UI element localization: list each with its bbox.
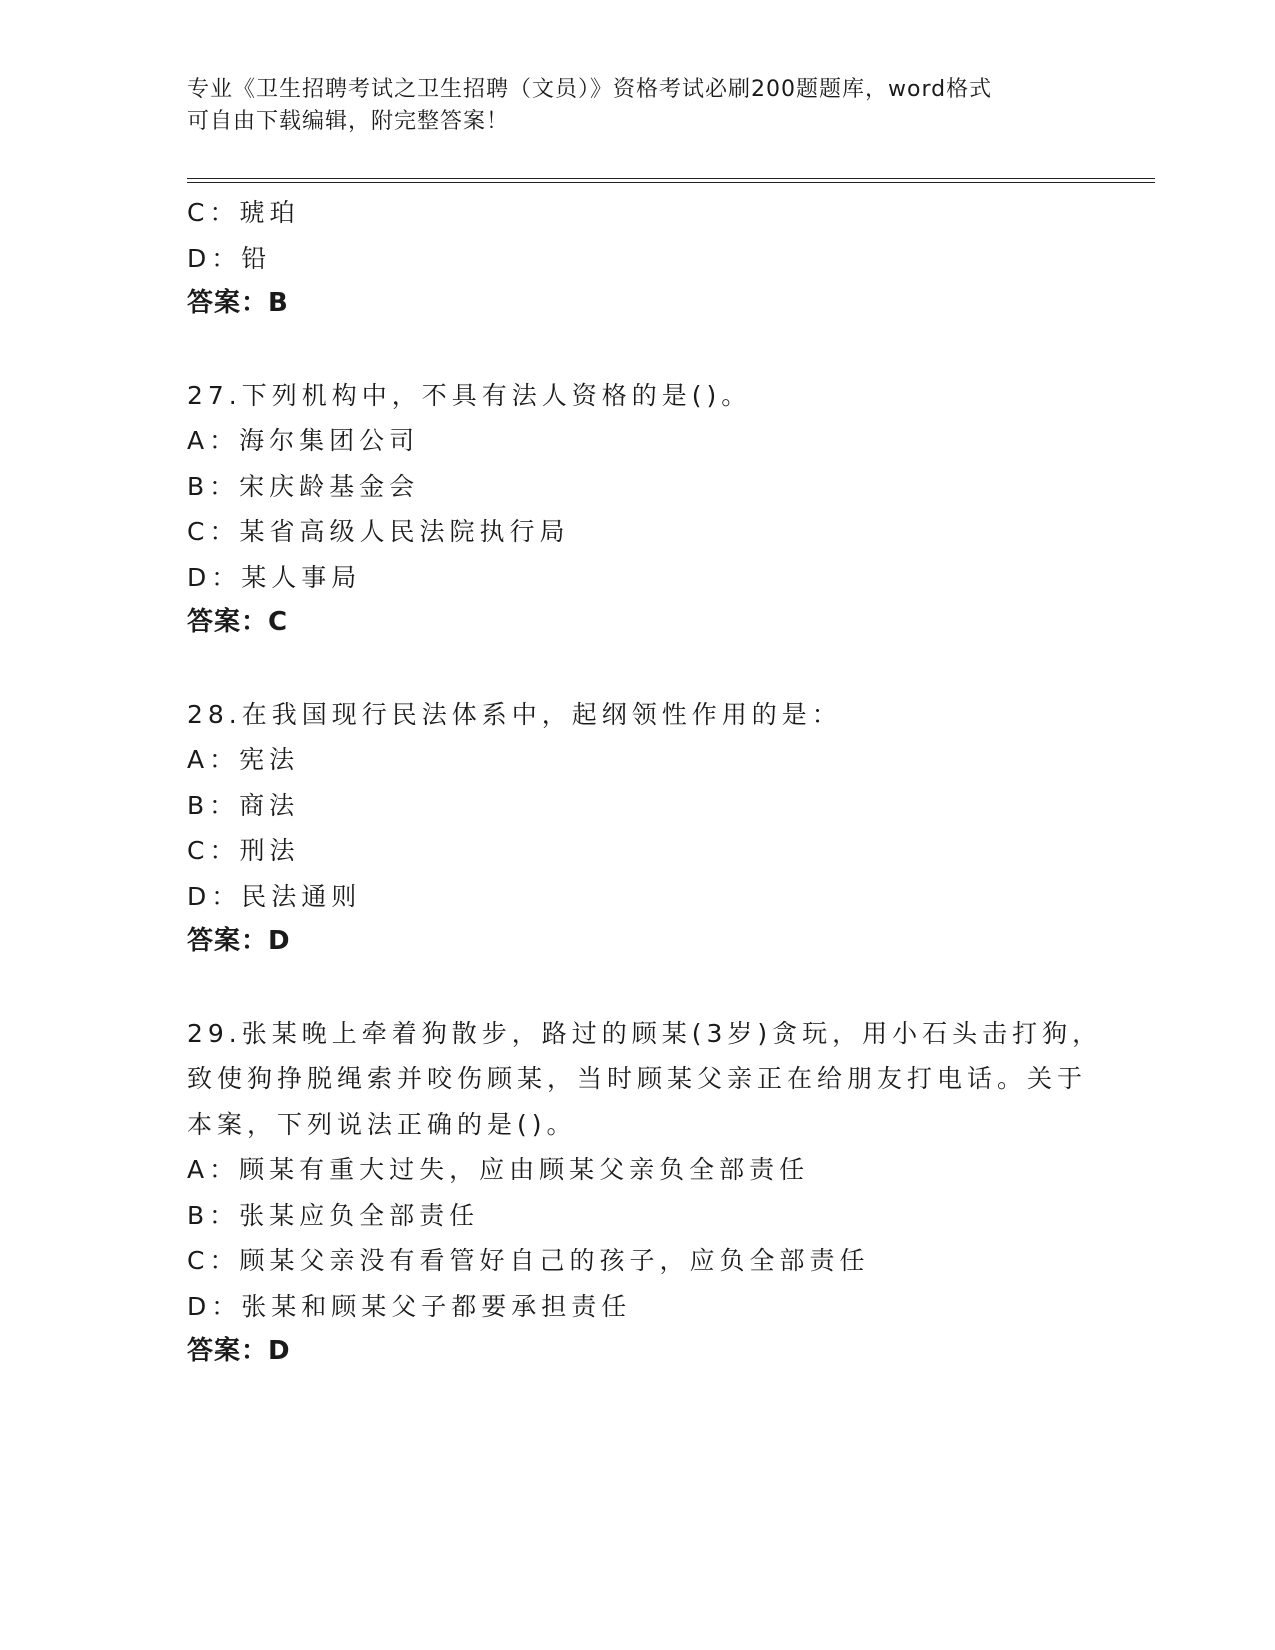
- document-header: [187, 74, 1067, 138]
- option-b: B：张某应负全部责任: [187, 1200, 480, 1230]
- option-d: D：铅: [187, 243, 272, 273]
- option-a: A：宪法: [187, 745, 300, 774]
- answer: 答案：C: [187, 607, 289, 637]
- option-d: D：某人事局: [187, 562, 362, 592]
- prev-question-tail: [187, 190, 1087, 327]
- question-text-line-1: 29.张某晚上牵着狗散步，路过的顾某(3岁)贪玩，用小石头击打狗，: [187, 1018, 1103, 1048]
- option-a: A：顾某有重大过失，应由顾某父亲负全部责任: [187, 1155, 810, 1184]
- question-29: [187, 1011, 1103, 1375]
- option-c: C：某省高级人民法院执行局: [187, 517, 570, 546]
- document-body: [187, 190, 1103, 1375]
- question-text-line-2: 致使狗挣脱绳索并咬伤顾某，当时顾某父亲正在给朋友打电话。关于: [187, 1064, 1088, 1093]
- option-d: D：张某和顾某父子都要承担责任: [187, 1291, 632, 1321]
- option-d: D：民法通则: [187, 881, 362, 911]
- option-b: B：宋庆龄基金会: [187, 471, 420, 501]
- option-c: C：顾某父亲没有看管好自己的孩子，应负全部责任: [187, 1246, 870, 1275]
- question-text-line-3: 本案，下列说法正确的是()。: [187, 1109, 577, 1139]
- option-c: C：琥珀: [187, 198, 300, 227]
- question-text: 28.在我国现行民法体系中，起纲领性作用的是：: [187, 699, 842, 729]
- answer: 答案：D: [187, 1336, 291, 1366]
- question-28: [187, 692, 1087, 965]
- option-a: A：海尔集团公司: [187, 426, 420, 455]
- spacer: [187, 965, 1087, 1011]
- answer: 答案：D: [187, 926, 291, 956]
- spacer: [187, 646, 1087, 692]
- header-line-2: 可自由下载编辑，附完整答案！: [187, 109, 510, 134]
- header-divider: [187, 178, 1155, 183]
- header-line-1: 专业《卫生招聘考试之卫生招聘（文员）》资格考试必刷200题题库，word格式: [187, 77, 993, 102]
- answer: 答案：B: [187, 288, 289, 318]
- question-27: [187, 373, 1087, 646]
- question-text: 27.下列机构中，不具有法人资格的是()。: [187, 380, 752, 410]
- spacer: [187, 327, 1087, 373]
- option-b: B：商法: [187, 790, 300, 820]
- option-c: C：刑法: [187, 836, 300, 865]
